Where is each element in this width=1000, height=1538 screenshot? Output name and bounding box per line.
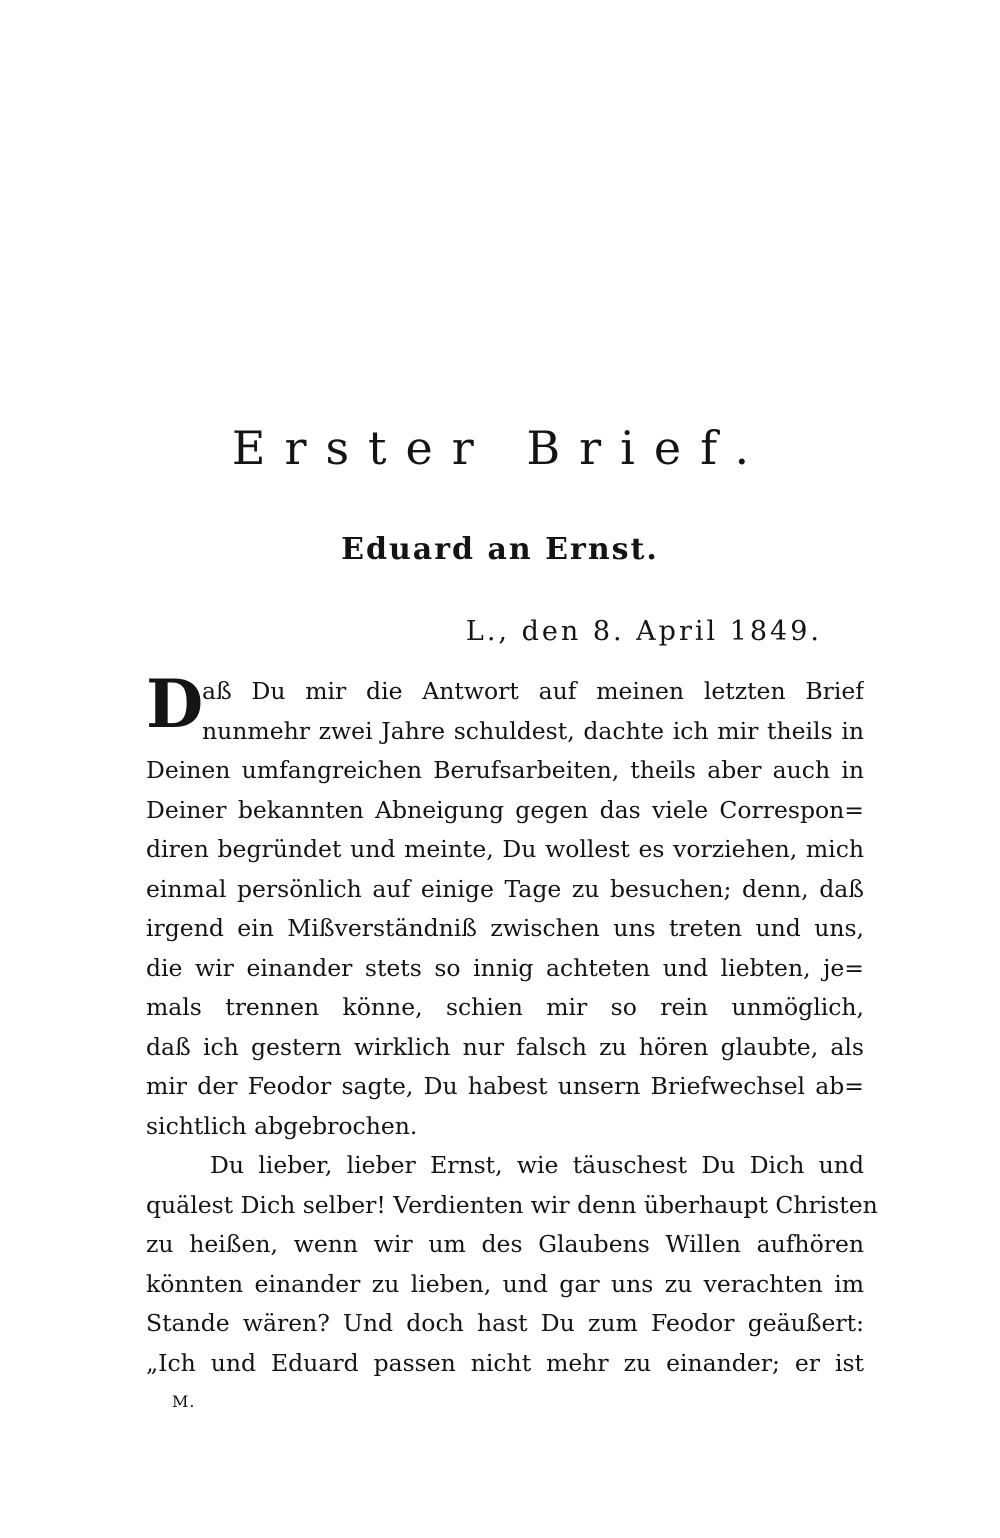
letter-subtitle: Eduard an Ernst. bbox=[341, 532, 659, 567]
letter-title: Erster Brief. bbox=[231, 421, 769, 475]
text-line: irgend ein Mißverständniß zwischen uns treten und uns, bbox=[146, 914, 864, 942]
text-line: sichtlich abgebrochen. bbox=[146, 1111, 418, 1140]
text-line: einmal persönlich auf einige Tage zu besuchen; denn, daß bbox=[146, 874, 864, 903]
text-line: Deinen umfangreichen Berufsarbeiten, theils aber auch in bbox=[146, 756, 864, 784]
text-line: Du lieber, lieber Ernst, wie täuschest Du Dich und bbox=[210, 1151, 864, 1179]
letter-body bbox=[146, 665, 878, 1383]
text-line: Deiner bekannten Abneigung gegen das viele Correspon= bbox=[146, 795, 864, 824]
text-line: daß ich gestern wirklich nur falsch zu hören glaubte, als bbox=[146, 1032, 864, 1061]
text-line: Stande wären? Und doch hast Du zum Feodor geäußert: bbox=[146, 1309, 864, 1337]
text-line: aß Du mir die Antwort auf meinen letzten Brief bbox=[202, 677, 864, 705]
drop-cap: D bbox=[146, 665, 204, 743]
letter-dateline: L., den 8. April 1849. bbox=[465, 616, 822, 647]
text-line: mir der Feodor sagte, Du habest unsern Briefwechsel ab= bbox=[146, 1072, 864, 1100]
text-line: diren begründet und meinte, Du wollest es vorziehen, mich bbox=[146, 835, 864, 863]
text-line: mals trennen könne, schien mir so rein unmöglich, bbox=[146, 993, 864, 1021]
signature-mark: M. bbox=[172, 1392, 196, 1411]
text-line: quälest Dich selber! Verdienten wir denn überhaupt Christen bbox=[146, 1190, 878, 1219]
text-line: „Ich und Eduard passen nicht mehr zu einander; er ist bbox=[146, 1348, 864, 1377]
text-line: die wir einander stets so innig achteten und liebten, je= bbox=[146, 953, 864, 982]
text-line: zu heißen, wenn wir um des Glaubens Willen aufhören bbox=[146, 1230, 864, 1258]
text-line: könnten einander zu lieben, und gar uns zu verachten im bbox=[146, 1269, 864, 1298]
text-line: nunmehr zwei Jahre schuldest, dachte ich mir theils in bbox=[202, 716, 864, 745]
